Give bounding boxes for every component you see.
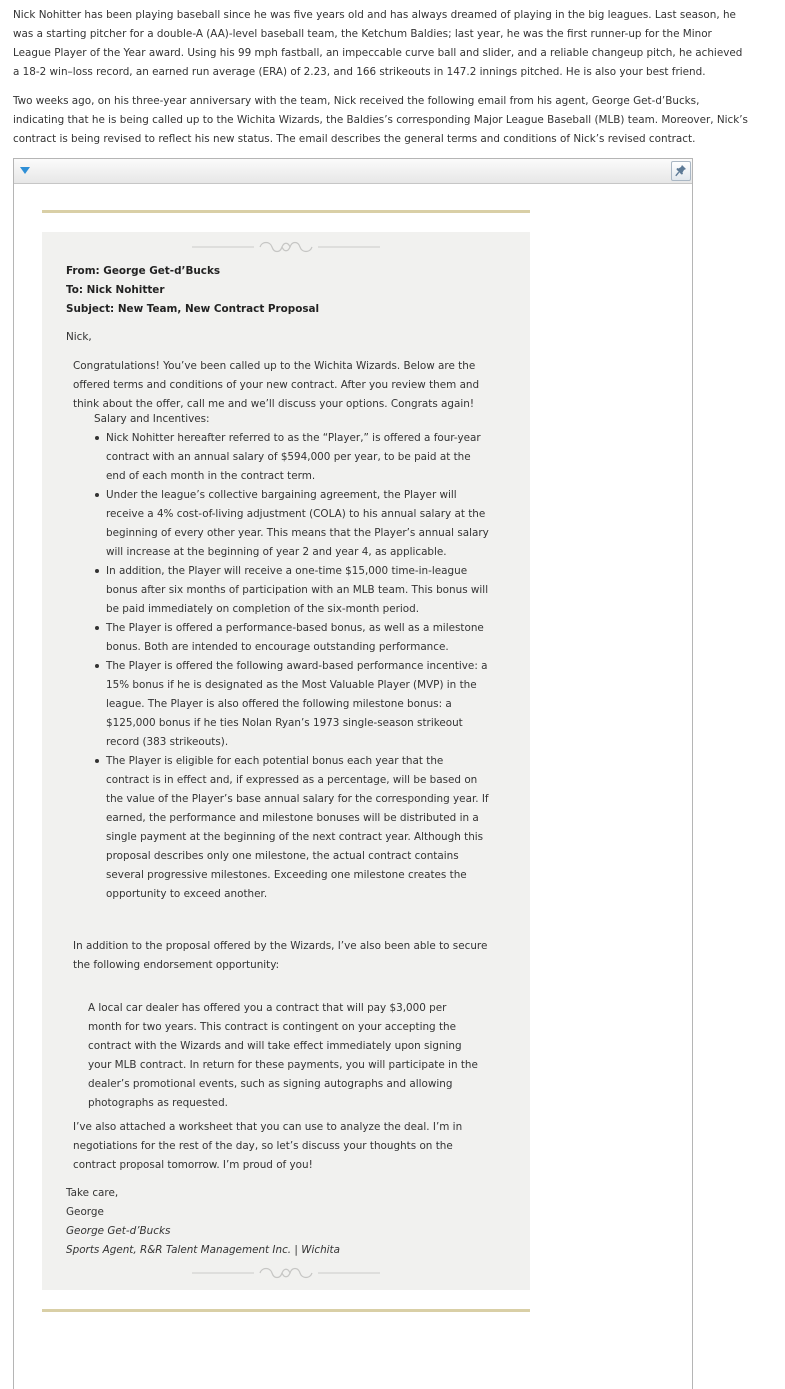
email-greeting: Nick, [66, 331, 92, 343]
triangle-down-icon[interactable] [20, 167, 30, 174]
email-from: From: George Get-d’Bucks [66, 265, 221, 277]
pushpin-icon[interactable] [671, 161, 691, 181]
endorsement-intro: In addition to the proposal offered by the Wizards, I’ve also been able to secure the following endorsement opportunity: [73, 940, 488, 971]
list-item: The Player is offered the following award-based performance incentive: a 15% bonus if he is designated as the Most Valuable Player (MVP) in the league. The Player is also offered the following milestone bonus: a $125,000 bonus if he ties Nolan Ryan’s 1973 single-season strikeout record (383 strikeouts). [94, 657, 489, 752]
intro-paragraph-2: Two weeks ago, on his three-year anniversary with the team, Nick received the following email from his agent, George Get-d’Bucks, indicating that he is being called up to the Wichita Wizards, the Baldies’s corresponding Major League Baseball (MLB) team. Moreover, Nick’s contract is being revised to reflect his new status. The email describes the general terms and conditions of Nick’s revised contract. [13, 95, 748, 145]
flourish-divider-icon [192, 1266, 380, 1280]
panel-header [14, 159, 692, 184]
email-subject: Subject: New Team, New Contract Proposal [66, 303, 320, 315]
email-opening-paragraph: Congratulations! You’ve been called up to the Wichita Wizards. Below are the offered terms and conditions of your new contract. After you review them and think about the offer, call me and we’ll discuss your options. Congrats again! [73, 360, 480, 410]
flourish-divider-icon [192, 240, 380, 254]
email-to: To: Nick Nohitter [66, 284, 165, 296]
list-item: Under the league’s collective bargaining agreement, the Player will receive a 4% cost-of-living adjustment (COLA) to his annual salary at the beginning of every other year. This means that the Player’s annual salary will increase at the beginning of year 2 and year 4, as applicable. [94, 486, 489, 562]
bottom-divider-rule [42, 1309, 530, 1312]
endorsement-offer: A local car dealer has offered you a contract that will pay $3,000 per month for two years. This contract is contingent on your accepting the contract with the Wizards and will take effect immediately upon signing your MLB contract. In return for these payments, you will participate in the dealer’s promotional events, such as signing autographs and allowing photographs as requested. [88, 1002, 478, 1109]
list-item: Nick Nohitter hereafter referred to as the “Player,” is offered a four-year contract with an annual salary of $594,000 per year, to be paid at the end of each month in the contract term. [94, 429, 489, 486]
email-letter [42, 232, 530, 1290]
salary-section-title: Salary and Incentives: [94, 413, 210, 425]
sender-first-name: George [66, 1206, 104, 1218]
email-panel [13, 158, 693, 1389]
closing-paragraph: I’ve also attached a worksheet that you can use to analyze the deal. I’m in negotiations for the rest of the day, so let’s discuss your thoughts on the contract proposal tomorrow. I’m proud of you! [73, 1121, 463, 1171]
top-divider-rule [42, 210, 530, 213]
list-item: In addition, the Player will receive a one-time $15,000 time-in-league bonus after six months of participation with an MLB team. This bonus will be paid immediately on completion of the six-month period. [94, 562, 489, 619]
signature-title: Sports Agent, R&R Talent Management Inc. | Wichita [66, 1244, 340, 1256]
salary-bullet-list [94, 429, 489, 904]
list-item: The Player is eligible for each potential bonus each year that the contract is in effect and, if expressed as a percentage, will be based on the value of the Player’s base annual salary for the corresponding year. If earned, the performance and milestone bonuses will be distributed in a single payment at the beginning of the next contract year. Although this proposal describes only one milestone, the actual contract contains several progressive milestones. Exceeding one milestone creates the opportunity to exceed another. [94, 752, 489, 904]
signature-name: George Get-d’Bucks [66, 1225, 171, 1237]
list-item: The Player is offered a performance-based bonus, as well as a milestone bonus. Both are intended to encourage outstanding performance. [94, 619, 489, 657]
intro-paragraph-1: Nick Nohitter has been playing baseball since he was five years old and has always dreamed of playing in the big leagues. Last season, he was a starting pitcher for a double-A (AA)-level baseball team, the Ketchum Baldies; last year, he was the first runner-up for the Minor League Player of the Year award. Using his 99 mph fastball, an impeccable curve ball and slider, and a reliable changeup pitch, he achieved a 18-2 win–loss record, an earned run average (ERA) of 2.23, and 166 strikeouts in 147.2 innings pitched. He is also your best friend. [13, 9, 743, 78]
email-signoff: Take care, [66, 1187, 119, 1199]
